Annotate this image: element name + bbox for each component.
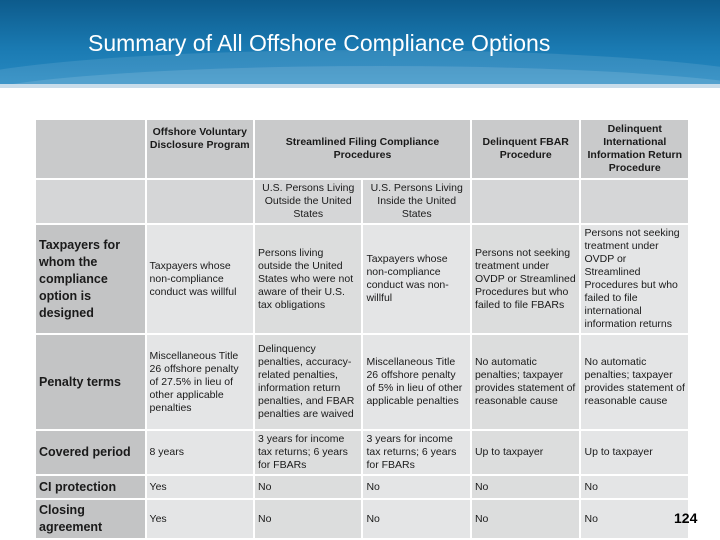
table-cell: Persons living outside the United States who were not aware of their U.S. tax obligations (254, 224, 362, 334)
table-row (36, 224, 689, 334)
table-subheader-row (36, 179, 689, 224)
table-row (36, 334, 689, 430)
compliance-options-table (36, 120, 690, 540)
row-label: CI protection (36, 475, 146, 499)
row-label: Penalty terms (36, 334, 146, 430)
subheader-empty-cell (471, 179, 581, 224)
slide-title: Summary of All Offshore Compliance Options (88, 30, 551, 56)
header-ovdp: Offshore Voluntary Disclosure Program (146, 120, 254, 179)
table-cell: No (580, 499, 689, 539)
table-cell: No (254, 499, 362, 539)
table-cell: Up to taxpayer (471, 430, 581, 475)
header-corner-cell (36, 120, 146, 179)
subheader-empty-cell (36, 179, 146, 224)
table-cell: Miscellaneous Title 26 offshore penalty of 5% in lieu of other applicable penalties (362, 334, 470, 430)
row-label: Taxpayers for whom the compliance option is designed (36, 224, 146, 334)
table-cell: No (580, 475, 689, 499)
page-number: 124 (674, 510, 698, 526)
table-cell: 3 years for income tax returns; 6 years for FBARs (362, 430, 470, 475)
subheader-outside-us: U.S. Persons Living Outside the United States (254, 179, 362, 224)
table-row (36, 475, 689, 499)
title-banner (0, 0, 720, 88)
table-row (36, 430, 689, 475)
header-delinquent-fbar: Delinquent FBAR Procedure (471, 120, 581, 179)
table-cell: No (362, 475, 470, 499)
table-cell: Delinquency penalties, accuracy-related penalties, information return penalties, and FBAR penalties are waived (254, 334, 362, 430)
table-cell: 3 years for income tax returns; 6 years for FBARs (254, 430, 362, 475)
header-delinquent-iir: Delinquent International Information Return Procedure (580, 120, 689, 179)
table-cell: No (362, 499, 470, 539)
row-label: Closing agreement (36, 499, 146, 539)
banner-rule (0, 84, 720, 88)
table-cell: No (254, 475, 362, 499)
subheader-empty-cell (146, 179, 254, 224)
table-cell: Yes (146, 475, 254, 499)
subheader-empty-cell (580, 179, 689, 224)
row-label: Covered period (36, 430, 146, 475)
table-cell: No (471, 499, 581, 539)
header-streamlined: Streamlined Filing Compliance Procedures (254, 120, 471, 179)
table-cell: Taxpayers whose non-compliance conduct was non-willful (362, 224, 470, 334)
table-cell: Up to taxpayer (580, 430, 689, 475)
table-cell: Persons not seeking treatment under OVDP or Streamlined Procedures but who failed to file FBARs (471, 224, 581, 334)
table-cell: Miscellaneous Title 26 offshore penalty of 27.5% in lieu of other applicable penalties (146, 334, 254, 430)
table-cell: No (471, 475, 581, 499)
subheader-inside-us: U.S. Persons Living Inside the United States (362, 179, 470, 224)
table-cell: Persons not seeking treatment under OVDP or Streamlined Procedures but who failed to file international information returns (580, 224, 689, 334)
table-cell: 8 years (146, 430, 254, 475)
table-header-row (36, 120, 689, 179)
table-cell: No automatic penalties; taxpayer provides statement of reasonable cause (471, 334, 581, 430)
table-cell: Taxpayers whose non-compliance conduct was willful (146, 224, 254, 334)
table-row (36, 499, 689, 539)
table-cell: Yes (146, 499, 254, 539)
table-cell: No automatic penalties; taxpayer provides statement of reasonable cause (580, 334, 689, 430)
